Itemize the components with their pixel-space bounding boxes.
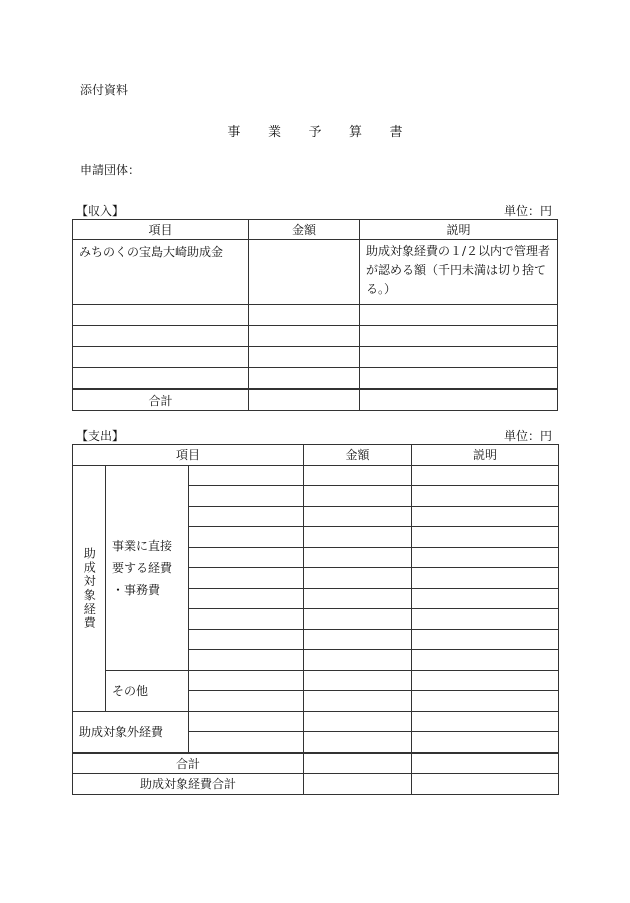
expense-amount-cell[interactable] <box>304 650 412 671</box>
income-row-desc[interactable] <box>360 368 558 390</box>
page-title: 事 業 予 算 書 <box>227 125 415 140</box>
expense-table <box>72 444 559 795</box>
expense-desc-cell[interactable] <box>412 711 559 732</box>
income-row-amount[interactable] <box>249 326 360 347</box>
expense-desc-cell[interactable] <box>412 670 559 691</box>
other-costs-label: その他 <box>106 670 189 711</box>
income-heading: 【収入】 <box>76 204 125 218</box>
expense-desc-cell[interactable] <box>412 650 559 671</box>
income-row-desc[interactable] <box>360 347 558 368</box>
income-row-amount[interactable] <box>249 368 360 390</box>
income-unit: 単位：円 <box>504 204 553 218</box>
attachment-label: 添付資料 <box>80 83 129 97</box>
expense-amount-cell[interactable] <box>304 506 412 527</box>
income-row-item[interactable] <box>73 347 249 368</box>
expense-item-cell[interactable] <box>189 670 304 691</box>
expense-amount-cell[interactable] <box>304 588 412 609</box>
direct-costs-label-1: 事業に直接 <box>112 538 173 553</box>
expense-desc-cell[interactable] <box>412 588 559 609</box>
expense-desc-cell[interactable] <box>412 609 559 630</box>
expense-item-cell[interactable] <box>189 547 304 568</box>
expense-item-cell[interactable] <box>189 588 304 609</box>
expense-amount-cell[interactable] <box>304 609 412 630</box>
income-row-amount[interactable] <box>249 305 360 326</box>
expense-amount-cell[interactable] <box>304 527 412 548</box>
direct-costs-label-3: ・事務費 <box>112 582 161 597</box>
income-table <box>72 219 558 411</box>
expense-item-cell[interactable] <box>189 732 304 753</box>
expense-desc-cell[interactable] <box>412 732 559 753</box>
income-row-item[interactable]: みちのくの宝島大崎助成金 <box>73 240 249 305</box>
income-row-item[interactable] <box>73 368 249 390</box>
applicant-label: 申請団体： <box>80 163 141 177</box>
expense-amount-cell[interactable] <box>304 486 412 507</box>
income-total-label: 合計 <box>73 389 249 411</box>
expense-heading: 【支出】 <box>76 429 125 443</box>
expense-amount-cell[interactable] <box>304 711 412 732</box>
expense-item-cell[interactable] <box>189 486 304 507</box>
expense-total-desc[interactable] <box>412 753 559 774</box>
eligible-total-desc[interactable] <box>412 774 559 795</box>
income-total-desc[interactable] <box>360 389 558 411</box>
expense-desc-cell[interactable] <box>412 547 559 568</box>
expense-desc-cell[interactable] <box>412 629 559 650</box>
expense-unit: 単位：円 <box>504 429 553 443</box>
expense-col-item: 項目 <box>73 445 304 466</box>
expense-desc-cell[interactable] <box>412 691 559 712</box>
expense-amount-cell[interactable] <box>304 568 412 589</box>
expense-item-cell[interactable] <box>189 527 304 548</box>
expense-total-label: 合計 <box>73 753 304 774</box>
income-row-desc[interactable] <box>360 326 558 347</box>
income-row-amount[interactable] <box>249 240 360 305</box>
income-col-item: 項目 <box>73 220 249 240</box>
eligible-total-label: 助成対象経費合計 <box>73 774 304 795</box>
income-row-desc[interactable] <box>360 305 558 326</box>
income-col-amount: 金額 <box>249 220 360 240</box>
expense-item-cell[interactable] <box>189 691 304 712</box>
expense-item-cell[interactable] <box>189 609 304 630</box>
eligible-group-cell <box>73 465 106 711</box>
non-eligible-label: 助成対象外経費 <box>73 711 189 753</box>
expense-item-cell[interactable] <box>189 506 304 527</box>
expense-desc-cell[interactable] <box>412 486 559 507</box>
expense-amount-cell[interactable] <box>304 465 412 486</box>
expense-amount-cell[interactable] <box>304 732 412 753</box>
expense-col-amount: 金額 <box>304 445 412 466</box>
expense-amount-cell[interactable] <box>304 670 412 691</box>
income-col-desc: 説明 <box>360 220 558 240</box>
direct-costs-cell <box>106 465 189 670</box>
expense-item-cell[interactable] <box>189 629 304 650</box>
expense-amount-cell[interactable] <box>304 629 412 650</box>
eligible-total-amount[interactable] <box>304 774 412 795</box>
income-row-desc[interactable]: 助成対象経費の１/２以内で管理者が認める額（千円未満は切り捨てる。） <box>360 240 558 305</box>
income-total-amount[interactable] <box>249 389 360 411</box>
expense-amount-cell[interactable] <box>304 547 412 568</box>
expense-total-amount[interactable] <box>304 753 412 774</box>
expense-item-cell[interactable] <box>189 465 304 486</box>
eligible-group-label: 助成対象経費 <box>82 546 97 630</box>
expense-item-cell[interactable] <box>189 650 304 671</box>
expense-desc-cell[interactable] <box>412 527 559 548</box>
expense-amount-cell[interactable] <box>304 691 412 712</box>
expense-item-cell[interactable] <box>189 568 304 589</box>
expense-desc-cell[interactable] <box>412 568 559 589</box>
income-row-item[interactable] <box>73 305 249 326</box>
direct-costs-label-2: 要する経費 <box>112 560 173 575</box>
expense-desc-cell[interactable] <box>412 465 559 486</box>
expense-desc-cell[interactable] <box>412 506 559 527</box>
expense-col-desc: 説明 <box>412 445 559 466</box>
income-row-item[interactable] <box>73 326 249 347</box>
income-row-amount[interactable] <box>249 347 360 368</box>
expense-item-cell[interactable] <box>189 711 304 732</box>
